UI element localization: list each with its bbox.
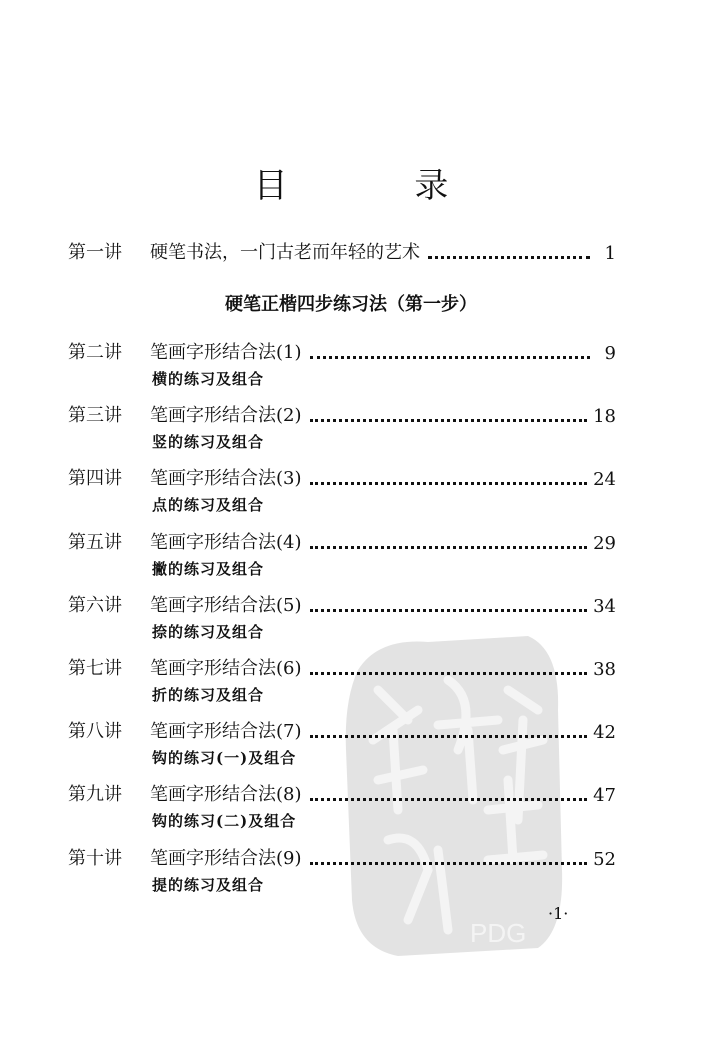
toc-entry[interactable] <box>68 780 616 806</box>
entry-title: 笔画字形结合法(8) <box>150 784 302 805</box>
lecture-number: 第九讲 <box>68 784 122 805</box>
dot-leader <box>310 419 588 422</box>
dot-leader <box>310 735 588 738</box>
dot-leader <box>310 798 588 801</box>
entry-subtitle: 捺的练习及组合 <box>152 623 265 641</box>
toc-entry[interactable] <box>68 717 616 743</box>
page-number: 24 <box>593 469 616 490</box>
lecture-number: 第一讲 <box>68 242 122 263</box>
entry-subtitle: 钩的练习(二)及组合 <box>152 812 297 830</box>
dot-leader <box>310 482 588 485</box>
page-title: 目 录 <box>253 166 507 206</box>
lecture-number: 第三讲 <box>68 405 122 426</box>
section-heading: 硬笔正楷四步练习法（第一步） <box>225 294 477 315</box>
page-number: 42 <box>593 722 616 743</box>
lecture-number: 第二讲 <box>68 342 122 363</box>
page-number: 52 <box>593 849 616 870</box>
lecture-number: 第四讲 <box>68 468 122 489</box>
dot-leader <box>428 256 590 259</box>
watermark-label: PDG <box>470 918 527 948</box>
entry-title: 笔画字形结合法(9) <box>150 848 302 869</box>
toc-entry[interactable] <box>68 338 616 364</box>
entry-title: 笔画字形结合法(2) <box>150 405 302 426</box>
page-number: 18 <box>593 406 616 427</box>
toc-entry[interactable] <box>68 401 616 427</box>
dot-leader <box>310 609 588 612</box>
page-number: 29 <box>593 533 616 554</box>
entry-title: 笔画字形结合法(4) <box>150 532 302 553</box>
toc-entry[interactable] <box>68 528 616 554</box>
lecture-number: 第七讲 <box>68 658 122 679</box>
page-number: 38 <box>593 659 616 680</box>
entry-subtitle: 折的练习及组合 <box>152 686 265 704</box>
page-folio: ·1· <box>548 904 569 923</box>
entry-subtitle: 钩的练习(一)及组合 <box>152 749 297 767</box>
page-number: 47 <box>593 785 616 806</box>
entry-title: 笔画字形结合法(7) <box>150 721 302 742</box>
lecture-number: 第八讲 <box>68 721 122 742</box>
entry-title: 笔画字形结合法(3) <box>150 468 302 489</box>
lecture-number: 第五讲 <box>68 532 122 553</box>
entry-subtitle: 提的练习及组合 <box>152 876 265 894</box>
lecture-number: 第十讲 <box>68 848 122 869</box>
toc-entry[interactable] <box>68 844 616 870</box>
entry-title: 笔画字形结合法(1) <box>150 342 302 363</box>
page-number: 1 <box>604 243 616 264</box>
entry-title: 笔画字形结合法(6) <box>150 658 302 679</box>
dot-leader <box>310 862 588 865</box>
page-number: 9 <box>604 343 616 364</box>
entry-subtitle: 横的练习及组合 <box>152 370 265 388</box>
entry-subtitle: 竖的练习及组合 <box>152 433 265 451</box>
entry-subtitle: 撇的练习及组合 <box>152 560 265 578</box>
entry-subtitle: 点的练习及组合 <box>152 496 265 514</box>
lecture-number: 第六讲 <box>68 595 122 616</box>
page-number: 34 <box>593 596 616 617</box>
dot-leader <box>310 546 588 549</box>
toc-entry[interactable] <box>68 591 616 617</box>
toc-entry-intro[interactable] <box>68 238 616 264</box>
entry-title: 硬笔书法，一门古老而年轻的艺术 <box>150 242 420 263</box>
dot-leader <box>310 356 591 359</box>
toc-entry[interactable] <box>68 654 616 680</box>
dot-leader <box>310 672 588 675</box>
entry-title: 笔画字形结合法(5) <box>150 595 302 616</box>
toc-entry[interactable] <box>68 464 616 490</box>
